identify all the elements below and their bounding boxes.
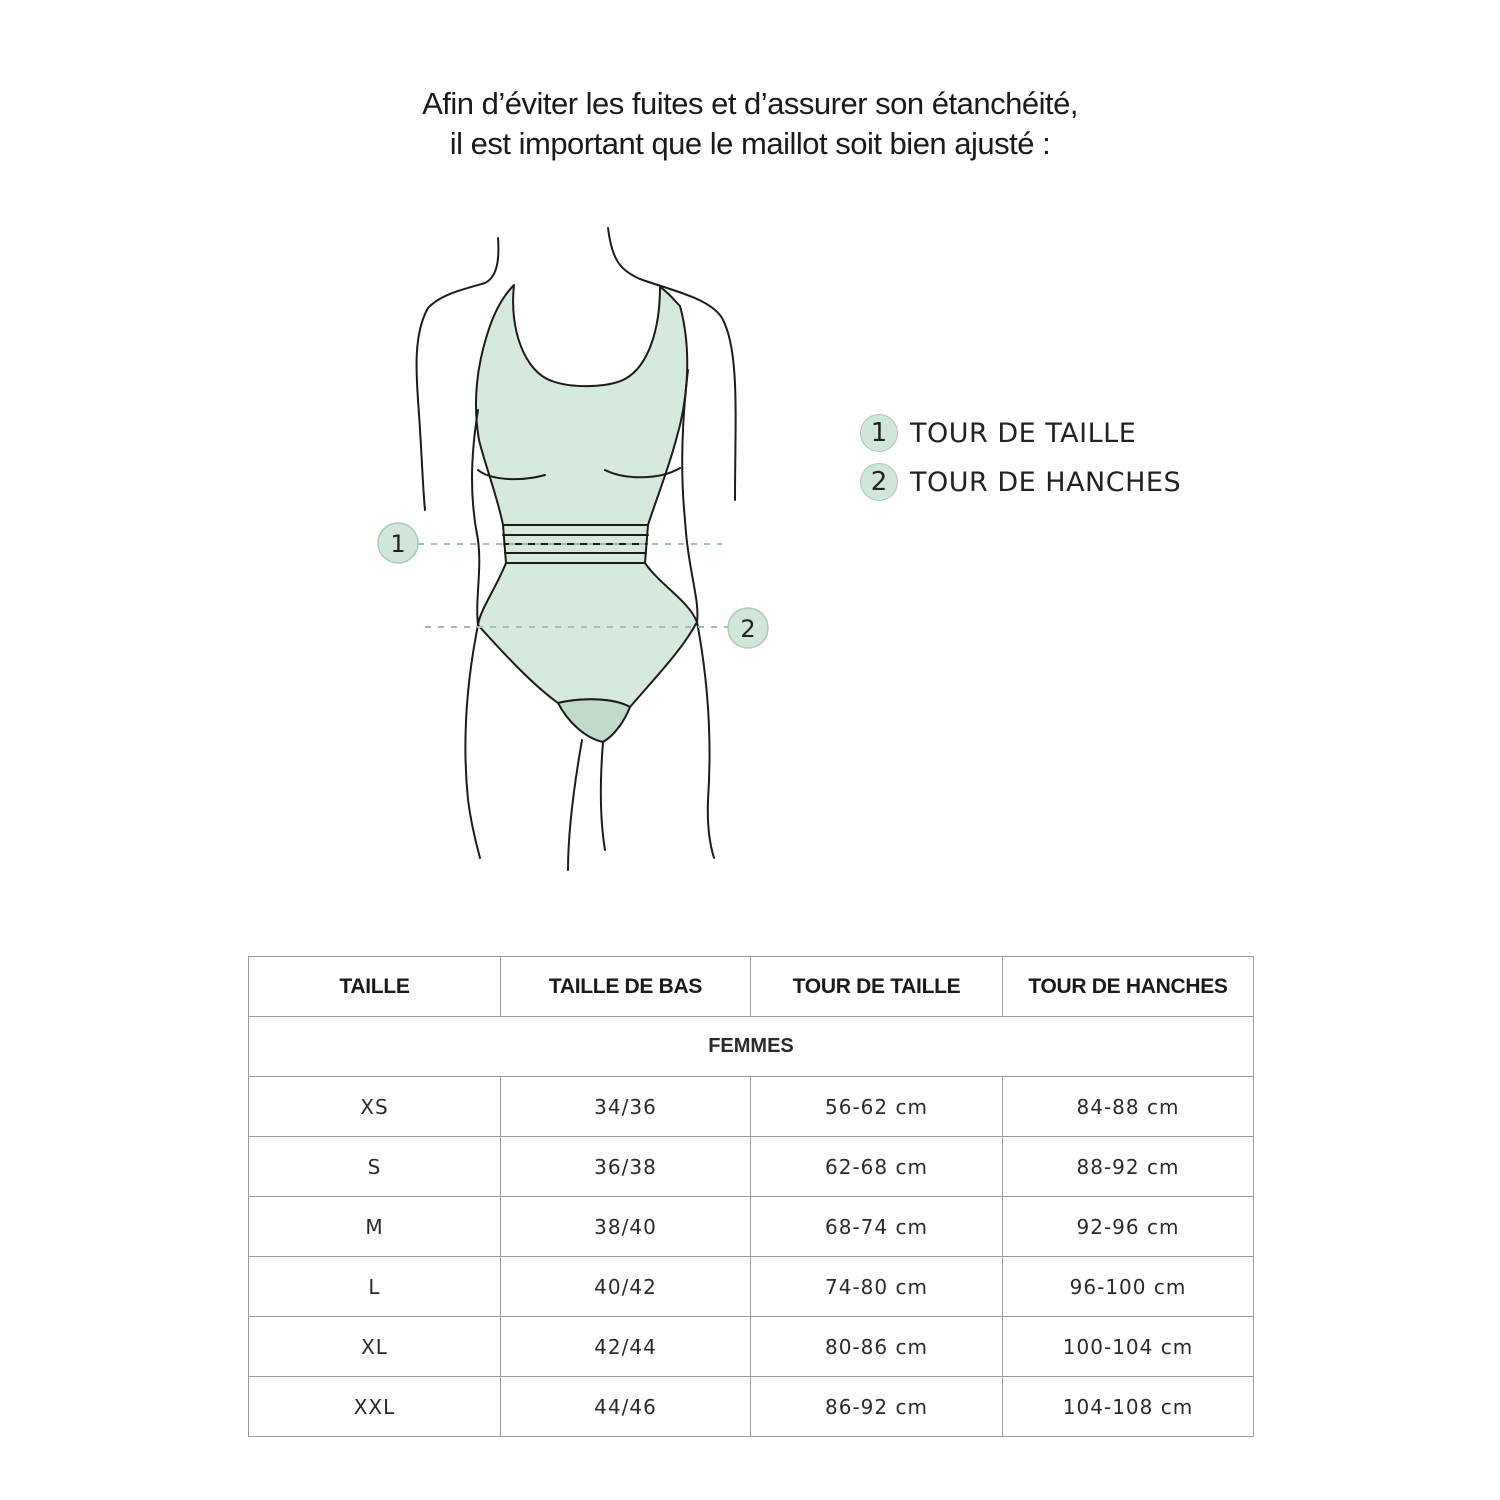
table-row: [249, 1077, 1254, 1137]
swimsuit-body-shape: [476, 285, 687, 525]
size-chart-table: [248, 956, 1254, 1437]
table-row: [249, 1317, 1254, 1377]
cell-taille: XXL: [249, 1377, 501, 1437]
measurement-legend: [860, 412, 1181, 510]
cell-taille-de-bas: 44/46: [501, 1377, 751, 1437]
waist-marker-number: 1: [390, 530, 406, 558]
swimsuit-figure-illustration: [340, 215, 780, 880]
legend-badge: 1: [860, 414, 898, 452]
cell-tour-de-taille: 62-68 cm: [751, 1137, 1003, 1197]
table-row: [249, 1377, 1254, 1437]
waist-marker: [378, 523, 418, 563]
cell-taille-de-bas: 34/36: [501, 1077, 751, 1137]
cell-tour-de-hanches: 92-96 cm: [1003, 1197, 1254, 1257]
cell-tour-de-taille: 56-62 cm: [751, 1077, 1003, 1137]
cell-taille-de-bas: 40/42: [501, 1257, 751, 1317]
table-row: [249, 1257, 1254, 1317]
swimsuit-gusset: [558, 699, 630, 742]
group-label: FEMMES: [249, 1017, 1254, 1077]
header-tour-de-hanches: TOUR DE HANCHES: [1003, 957, 1254, 1017]
right-leg-outline: [697, 622, 714, 858]
cell-taille-de-bas: 38/40: [501, 1197, 751, 1257]
cell-tour-de-taille: 86-92 cm: [751, 1377, 1003, 1437]
header-taille: TAILLE: [249, 957, 501, 1017]
legend-label: TOUR DE HANCHES: [910, 466, 1182, 498]
legend-label: TOUR DE TAILLE: [910, 417, 1137, 449]
header-taille-de-bas: TAILLE DE BAS: [501, 957, 751, 1017]
intro-text: [0, 84, 1500, 164]
table-row: [249, 1197, 1254, 1257]
cell-taille-de-bas: 42/44: [501, 1317, 751, 1377]
cell-tour-de-hanches: 84-88 cm: [1003, 1077, 1254, 1137]
legend-item-waist: [860, 412, 1181, 454]
cell-tour-de-hanches: 104-108 cm: [1003, 1377, 1254, 1437]
cell-taille: M: [249, 1197, 501, 1257]
group-row: [249, 1017, 1254, 1077]
cell-taille: L: [249, 1257, 501, 1317]
hips-marker: [728, 608, 768, 648]
intro-line-1: Afin d’éviter les fuites et d’assurer son étanchéité,: [422, 86, 1078, 121]
cell-tour-de-taille: 74-80 cm: [751, 1257, 1003, 1317]
header-tour-de-taille: TOUR DE TAILLE: [751, 957, 1003, 1017]
cell-tour-de-hanches: 100-104 cm: [1003, 1317, 1254, 1377]
cell-tour-de-taille: 80-86 cm: [751, 1317, 1003, 1377]
legend-item-hips: [860, 461, 1181, 503]
cell-tour-de-hanches: 96-100 cm: [1003, 1257, 1254, 1317]
table-header-row: [249, 957, 1254, 1017]
left-leg-outline: [465, 625, 480, 858]
legend-badge: 2: [860, 463, 898, 501]
cell-taille-de-bas: 36/38: [501, 1137, 751, 1197]
table-body: [249, 1017, 1254, 1437]
swimsuit-bottom-shape: [478, 563, 697, 707]
cell-taille: XS: [249, 1077, 501, 1137]
cell-taille: S: [249, 1137, 501, 1197]
cell-tour-de-taille: 68-74 cm: [751, 1197, 1003, 1257]
cell-tour-de-hanches: 88-92 cm: [1003, 1137, 1254, 1197]
hips-marker-number: 2: [740, 615, 756, 643]
intro-line-2: il est important que le maillot soit bien ajusté :: [449, 126, 1051, 161]
table-row: [249, 1137, 1254, 1197]
cell-taille: XL: [249, 1317, 501, 1377]
